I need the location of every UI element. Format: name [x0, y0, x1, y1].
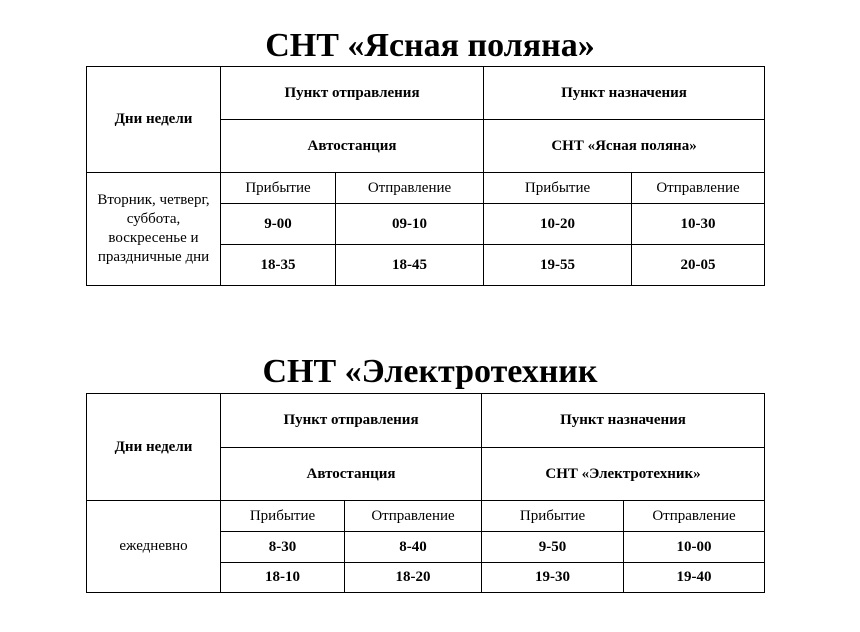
destination-point-label: Пункт назначения — [482, 394, 765, 448]
time-cell: 20-05 — [632, 245, 765, 286]
days-header: Дни недели — [87, 394, 221, 501]
time-cell: 18-10 — [221, 563, 345, 593]
time-cell: 10-00 — [624, 532, 765, 563]
departure-point-label: Пункт отправления — [221, 67, 484, 120]
time-cell: 8-30 — [221, 532, 345, 563]
schedule-table — [86, 66, 765, 286]
destination-point-label: Пункт назначения — [484, 67, 765, 120]
days-header: Дни недели — [87, 67, 221, 173]
column-header: Прибытие — [484, 173, 632, 204]
time-cell: 9-00 — [221, 204, 336, 245]
time-cell: 8-40 — [345, 532, 482, 563]
schedule-table — [86, 393, 765, 593]
time-cell: 09-10 — [336, 204, 484, 245]
destination-place: СНТ «Электротехник» — [482, 448, 765, 501]
column-header: Отправление — [632, 173, 765, 204]
days-of-week: ежедневно — [87, 501, 221, 593]
time-cell: 10-30 — [632, 204, 765, 245]
time-cell: 18-20 — [345, 563, 482, 593]
schedule-title: СНТ «Ясная поляна» — [265, 27, 595, 64]
departure-place: Автостанция — [221, 448, 482, 501]
destination-place: СНТ «Ясная поляна» — [484, 120, 765, 173]
column-header: Отправление — [624, 501, 765, 532]
time-cell: 19-55 — [484, 245, 632, 286]
time-cell: 19-30 — [482, 563, 624, 593]
time-cell: 18-45 — [336, 245, 484, 286]
time-cell: 19-40 — [624, 563, 765, 593]
time-cell: 9-50 — [482, 532, 624, 563]
column-header: Прибытие — [221, 501, 345, 532]
time-cell: 10-20 — [484, 204, 632, 245]
column-header: Отправление — [336, 173, 484, 204]
time-cell: 18-35 — [221, 245, 336, 286]
column-header: Прибытие — [482, 501, 624, 532]
departure-place: Автостанция — [221, 120, 484, 173]
days-of-week: Вторник, четверг, суббота, воскресенье и праздничные дни — [87, 173, 221, 286]
departure-point-label: Пункт отправления — [221, 394, 482, 448]
column-header: Отправление — [345, 501, 482, 532]
column-header: Прибытие — [221, 173, 336, 204]
schedule-title: СНТ «Электротехник — [262, 353, 598, 390]
